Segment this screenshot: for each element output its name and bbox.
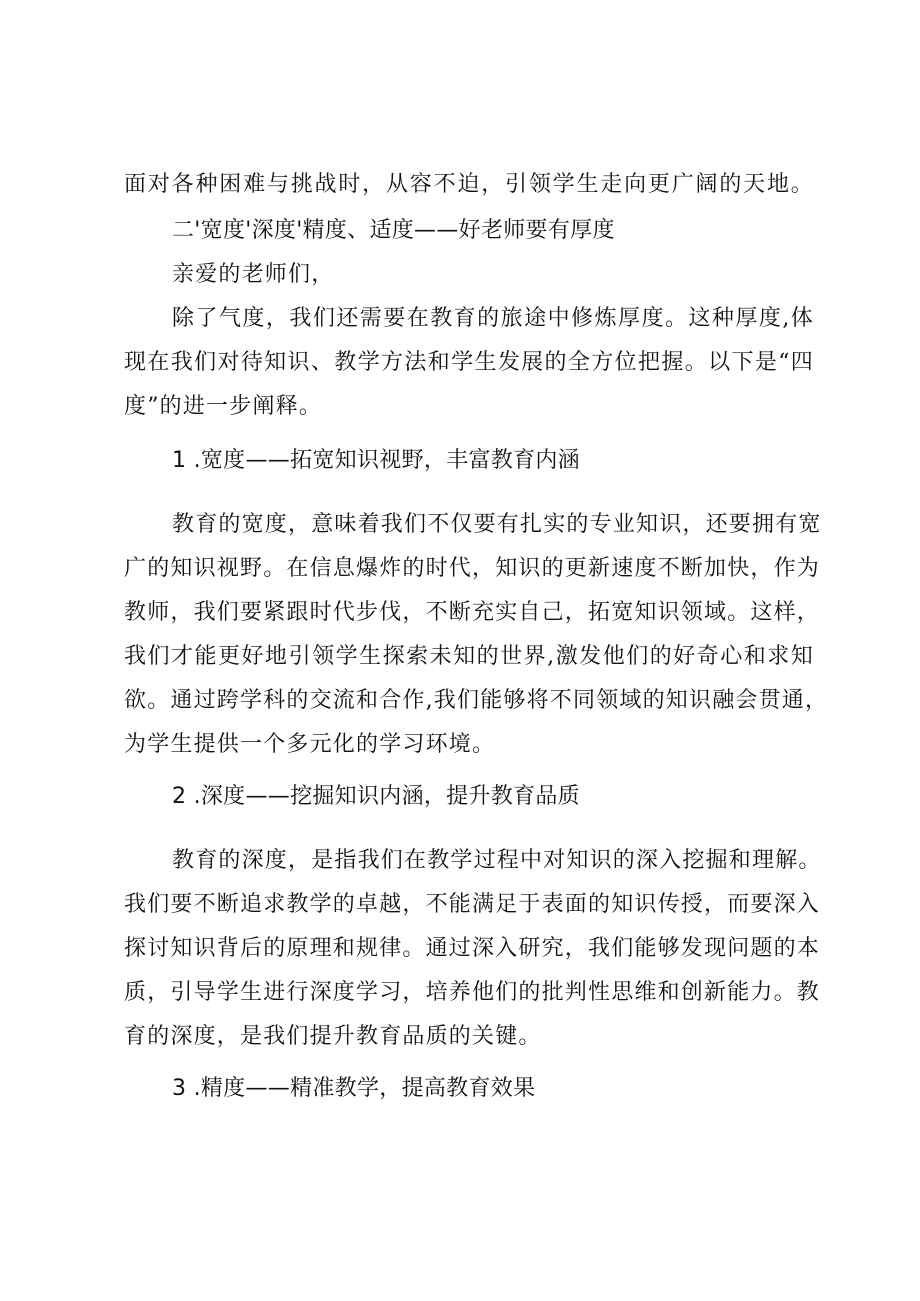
para1-line-3: 度”的进一步阐释。 — [124, 394, 323, 419]
intro-line: 面对各种困难与挑战时，从容不迫，引领学生走向更广阔的天地。 — [124, 172, 814, 197]
para2-line-4: 我们才能更好地引领学生探索未知的世界,激发他们的好奇心和求知 — [124, 644, 814, 669]
para3-line-2: 我们要不断追求教学的卓越，不能满足于表面的知识传授，而要深入 — [124, 892, 821, 917]
subsection-3-title: 3 .精度——精准教学，提高教育效果 — [172, 1076, 536, 1101]
greeting: 亲爱的老师们， — [172, 262, 335, 287]
para3-line-1: 教育的深度，是指我们在教学过程中对知识的深入挖掘和理解。 — [172, 848, 822, 873]
section-2-title: 二'宽度'深度'精度、适度——好老师要有厚度 — [172, 218, 615, 243]
para3-line-3: 探讨知识背后的原理和规律。通过深入研究，我们能够发现问题的本 — [124, 936, 821, 961]
para2-line-2: 广的知识视野。在信息爆炸的时代，知识的更新速度不断加快，作为 — [124, 556, 821, 581]
para2-line-3: 教师，我们要紧跟时代步伐，不断充实自己，拓宽知识领域。这样， — [124, 600, 821, 625]
para1-line-1: 除了气度，我们还需要在教育的旅途中修炼厚度。这种厚度,体 — [172, 306, 814, 331]
para2-line-1: 教育的宽度，意味着我们不仅要有扎实的专业知识，还要拥有宽 — [172, 512, 822, 537]
para3-line-5: 育的深度，是我们提升教育品质的关键。 — [124, 1024, 542, 1049]
subsection-1-title: 1 .宽度——拓宽知识视野，丰富教育内涵 — [172, 448, 580, 473]
para2-line-6: 为学生提供一个多元化的学习环境。 — [124, 732, 496, 757]
para1-line-2: 现在我们对待知识、教学方法和学生发展的全方位把握。以下是“四 — [124, 350, 814, 375]
para3-line-4: 质，引导学生进行深度学习，培养他们的批判性思维和创新能力。教 — [124, 980, 821, 1005]
subsection-2-title: 2 .深度——挖掘知识内涵，提升教育品质 — [172, 784, 580, 809]
para2-line-5: 欲。通过跨学科的交流和合作,我们能够将不同领域的知识融会贯通， — [124, 688, 829, 713]
